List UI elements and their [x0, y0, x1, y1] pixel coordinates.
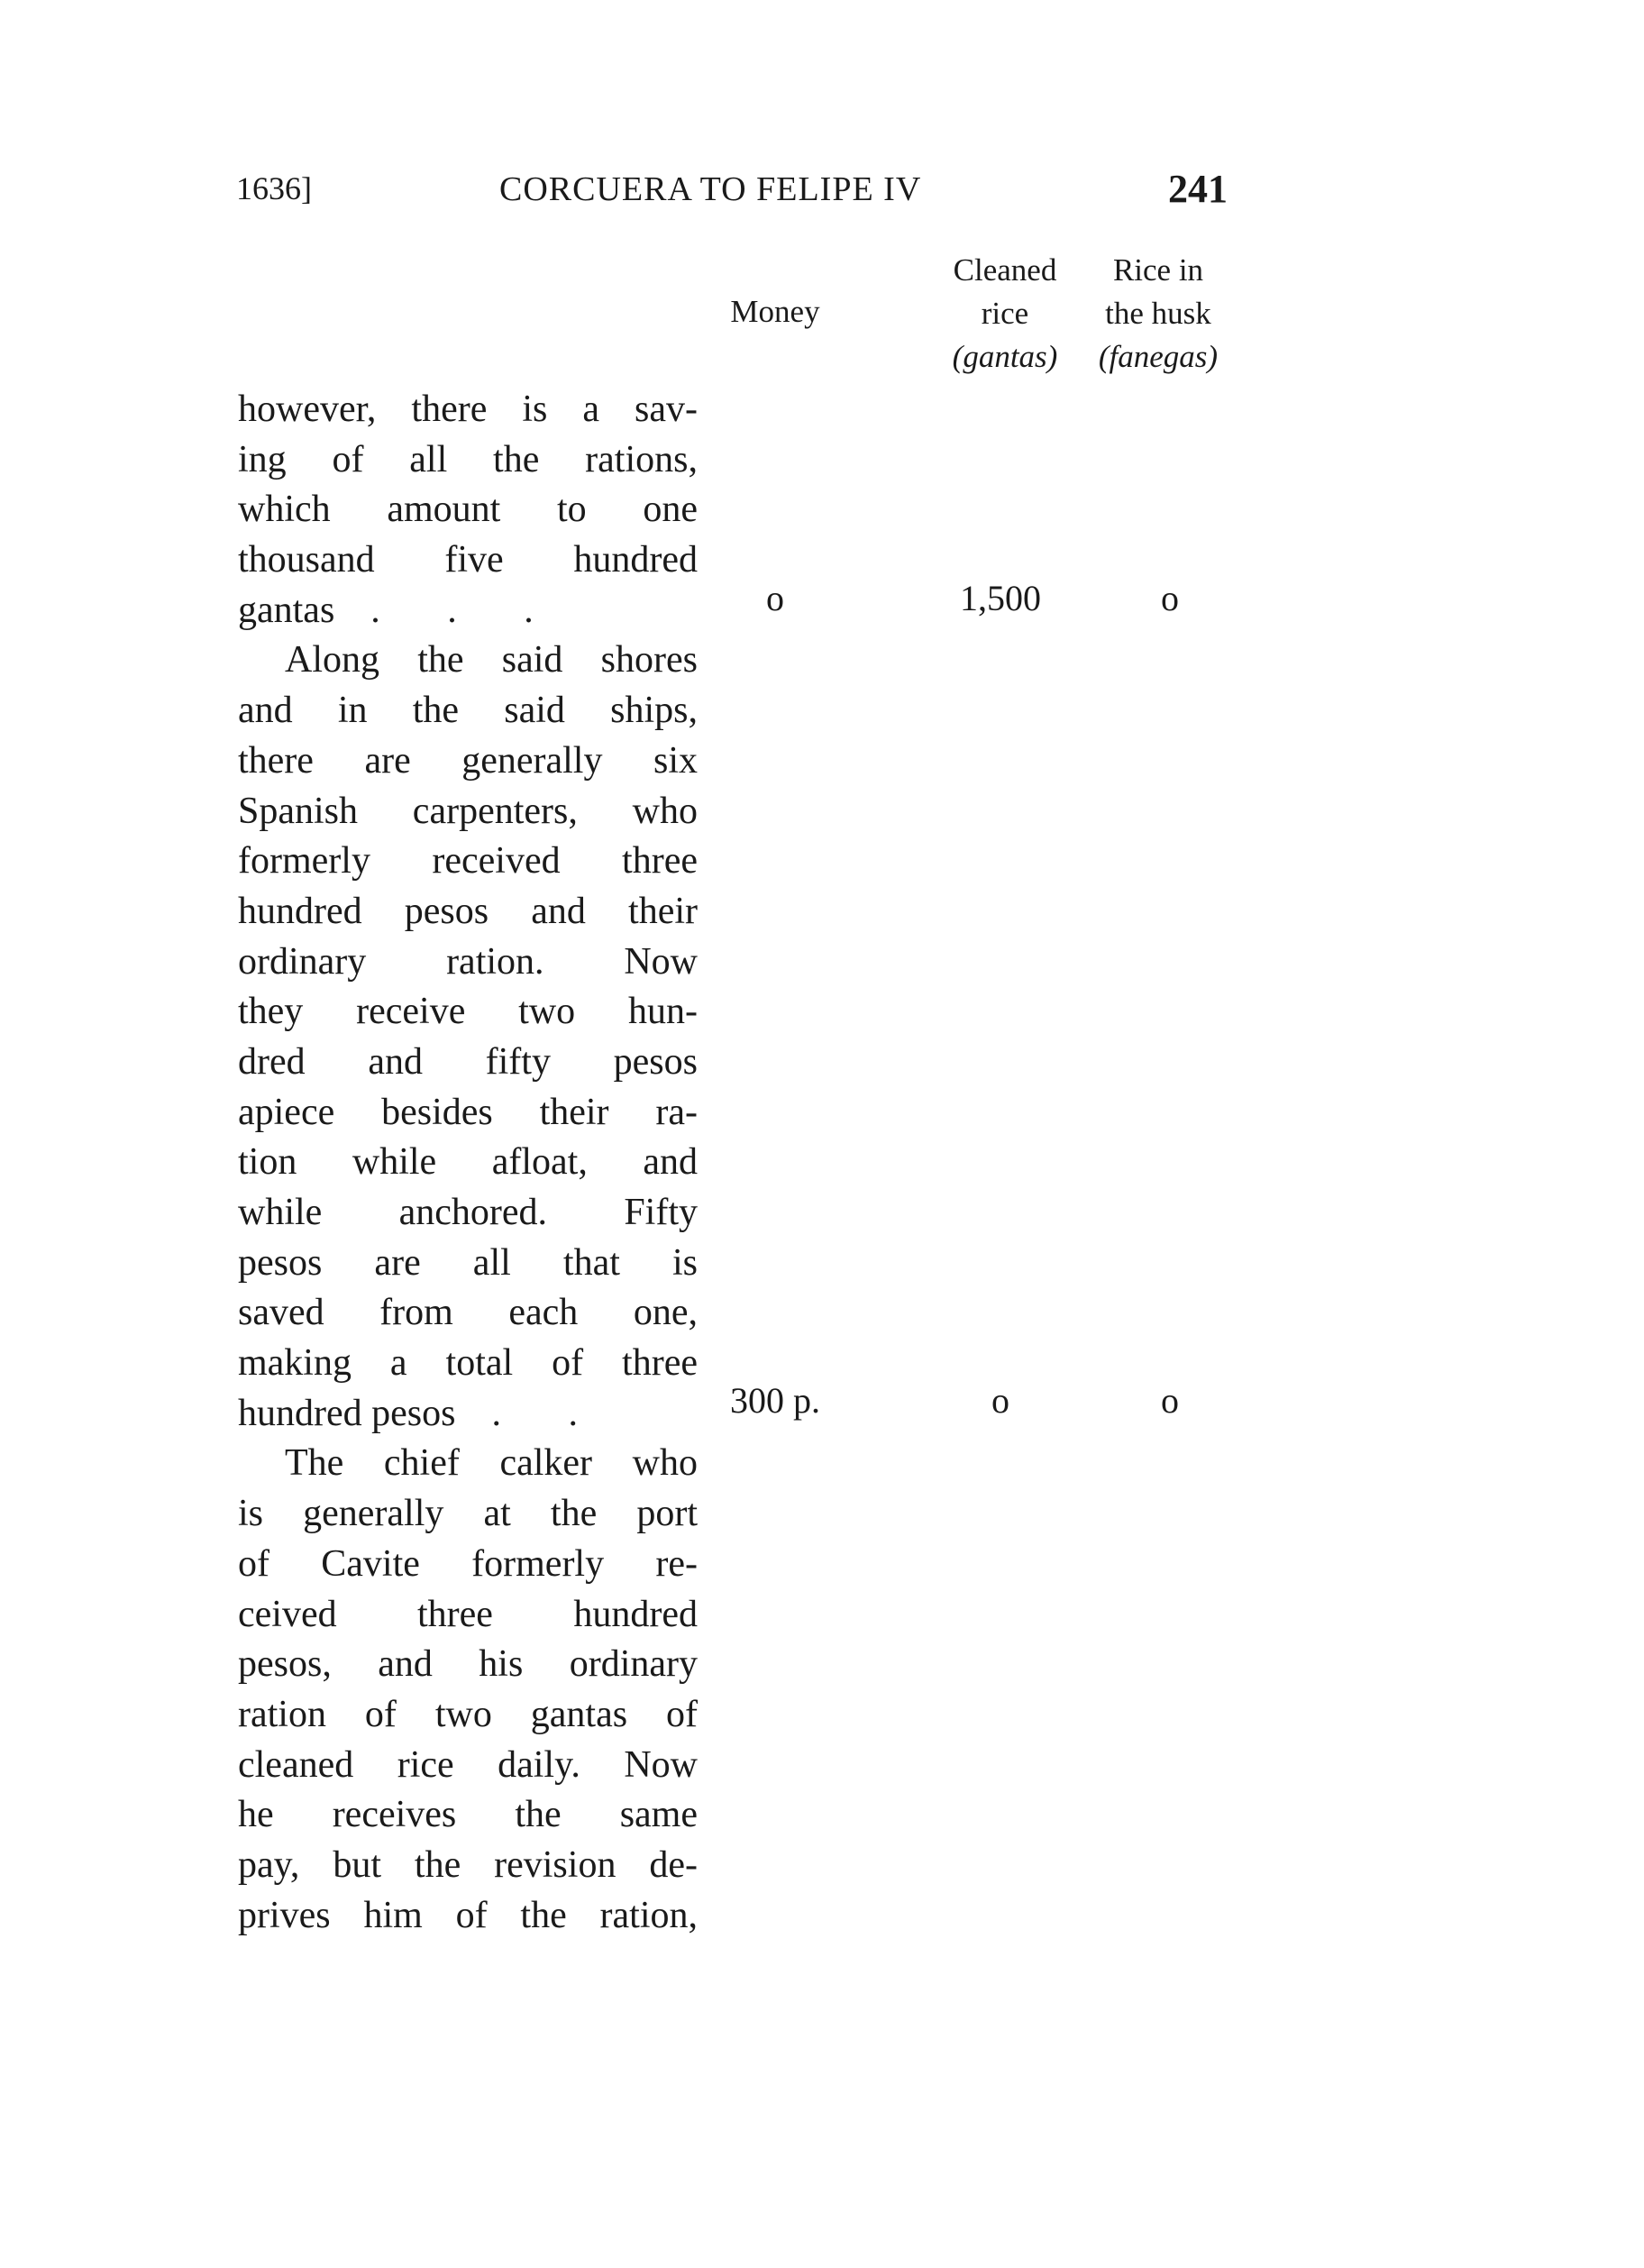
text-line: which amount to one: [238, 489, 698, 531]
entry-label: hundred pesos: [238, 1392, 456, 1434]
column-header-husk-unit: (fanegas): [1098, 339, 1219, 374]
text-line: ordinary ration. Now: [238, 940, 698, 983]
column-header-money: [703, 290, 847, 334]
text-line: pesos are all that is: [238, 1241, 698, 1284]
value-rice-in-husk: o: [1161, 578, 1179, 618]
body-text: [238, 385, 698, 1941]
text-line: he receives the same: [238, 1794, 698, 1836]
text-line: tion while afloat, and: [238, 1141, 698, 1184]
text-line: however, there is a sav-: [238, 389, 698, 430]
text-line: ceived three hundred: [238, 1593, 698, 1635]
running-header: [236, 169, 1228, 224]
text-line: pay, but the revision de-: [238, 1843, 698, 1886]
entry-label: gantas: [238, 589, 335, 631]
value-money: o: [766, 578, 784, 618]
text-line: saved from each one,: [238, 1292, 698, 1334]
text-line: The chief calker who: [285, 1442, 698, 1485]
text-line: pesos, and his ordinary: [238, 1643, 698, 1686]
column-header-cleaned-line2: rice: [981, 296, 1029, 331]
text-line: cleaned rice daily. Now: [238, 1743, 698, 1786]
text-line: Spanish carpenters, who: [238, 790, 698, 832]
dot-leader: . .: [491, 1392, 607, 1434]
text-line: they receive two hun-: [238, 991, 698, 1033]
text-line: making a total of three: [238, 1342, 698, 1385]
text-line: thousand five hundred: [238, 539, 698, 581]
text-line: Along the said shores: [285, 639, 698, 681]
text-line: while anchored. Fifty: [238, 1192, 698, 1233]
column-header-cleaned-rice: [924, 249, 1086, 379]
text-line: of Cavite formerly re-: [238, 1542, 698, 1585]
text-line: ration of two gantas of: [238, 1693, 698, 1735]
value-money: 300 p.: [730, 1380, 820, 1421]
entry-label-line: [238, 586, 698, 636]
text-line: and in the said ships,: [238, 690, 698, 732]
header-title: CORCUERA TO FELIPE IV: [499, 170, 922, 208]
dot-leader: . . .: [370, 589, 562, 631]
text-line: dred and fifty pesos: [238, 1040, 698, 1083]
column-header-rice-in-husk: [1077, 249, 1239, 379]
text-line: formerly received three: [238, 840, 698, 883]
text-line: apiece besides their ra-: [238, 1091, 698, 1133]
column-header-cleaned-unit: (gantas): [952, 339, 1058, 374]
text-line: prives him of the ration,: [238, 1894, 698, 1936]
text-line: is generally at the port: [238, 1493, 698, 1535]
value-cleaned-rice: 1,500: [960, 578, 1041, 618]
column-header-money-label: Money: [730, 294, 820, 329]
column-header-cleaned-line1: Cleaned: [953, 252, 1057, 288]
value-cleaned-rice: o: [991, 1380, 1009, 1421]
text-line: hundred pesos and their: [238, 890, 698, 932]
value-rice-in-husk: o: [1161, 1380, 1179, 1421]
text-line: there are generally six: [238, 739, 698, 782]
column-header-husk-line1: Rice in: [1112, 252, 1204, 288]
column-header-husk-line2: the husk: [1105, 296, 1211, 331]
entry-label-line: [238, 1389, 698, 1440]
header-year: 1636]: [236, 170, 312, 206]
page-number: 241: [1168, 167, 1228, 211]
text-line: ing of all the rations,: [238, 438, 698, 480]
